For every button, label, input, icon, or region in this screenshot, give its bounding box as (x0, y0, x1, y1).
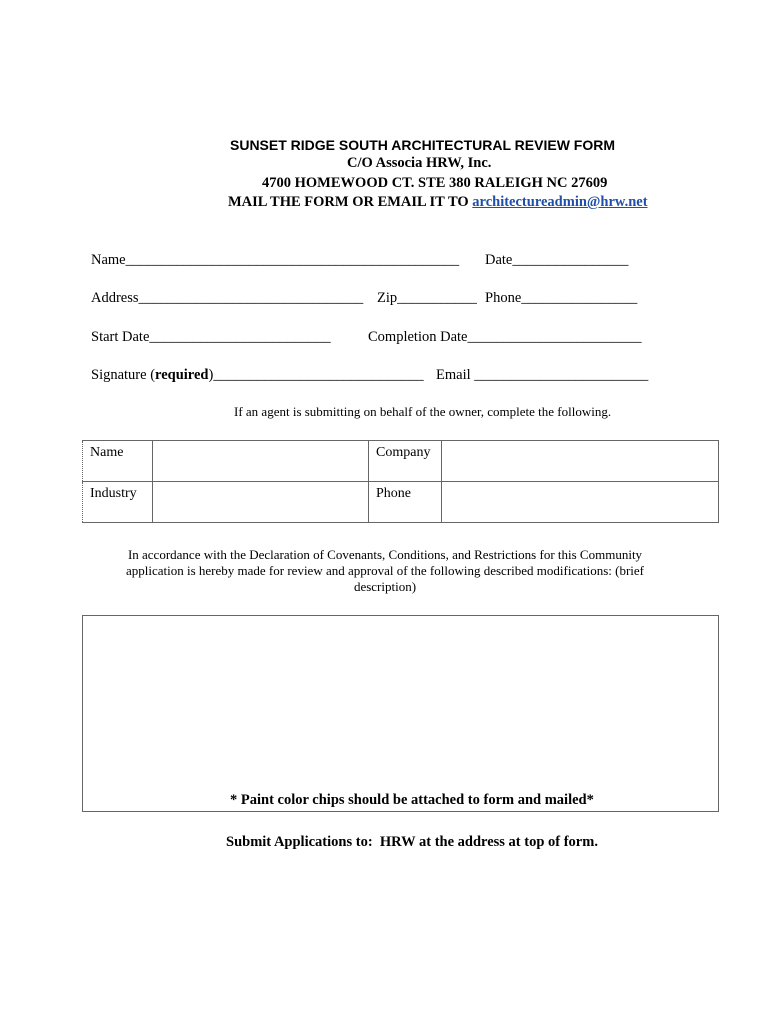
signature-field[interactable] (91, 367, 424, 384)
start-date-field[interactable]: Start Date_________________________ (91, 329, 331, 345)
care-of-line: C/O Associa HRW, Inc. (347, 155, 492, 171)
required-label: required (155, 367, 209, 383)
table-row (83, 482, 719, 523)
agent-company-input[interactable] (442, 441, 719, 482)
agent-company-label: Company (369, 441, 442, 482)
agent-name-input[interactable] (153, 441, 369, 482)
address-field[interactable]: Address_______________________________ (91, 290, 364, 306)
signature-line: )_____________________________ (208, 367, 424, 383)
agent-phone-label: Phone (369, 482, 442, 523)
declaration-text: In accordance with the Declaration of Covenants, Conditions, and Restrictions for this Community application is hereby made for review and approval of the following described modifications: (brief description) (125, 547, 645, 594)
agent-industry-label: Industry (83, 482, 153, 523)
name-field[interactable]: Name______________________________________________ (91, 252, 460, 268)
agent-note: If an agent is submitting on behalf of the owner, complete the following. (234, 404, 612, 419)
signature-label: Signature ( (91, 367, 156, 383)
form-title: SUNSET RIDGE SOUTH ARCHITECTURAL REVIEW FORM (230, 137, 616, 153)
email-field[interactable]: Email ________________________ (436, 367, 649, 383)
submit-note: Submit Applications to: HRW at the address at top of form. (226, 834, 598, 850)
zip-field[interactable]: Zip___________ (377, 290, 477, 306)
paint-note: * Paint color chips should be attached to form and mailed* (230, 792, 594, 808)
table-row (83, 441, 719, 482)
mail-instruction (228, 194, 648, 211)
agent-phone-input[interactable] (442, 482, 719, 523)
description-box[interactable] (82, 615, 719, 812)
agent-industry-input[interactable] (153, 482, 369, 523)
phone-field[interactable]: Phone________________ (485, 290, 638, 306)
date-field[interactable]: Date________________ (485, 252, 629, 268)
completion-date-field[interactable]: Completion Date________________________ (368, 329, 642, 345)
mailing-address: 4700 HOMEWOOD CT. STE 380 RALEIGH NC 27609 (262, 175, 608, 191)
agent-name-label: Name (83, 441, 153, 482)
agent-table (82, 440, 719, 523)
email-link[interactable]: architectureadmin@hrw.net (472, 194, 648, 210)
mail-instruction-text: MAIL THE FORM OR EMAIL IT TO (228, 194, 473, 210)
